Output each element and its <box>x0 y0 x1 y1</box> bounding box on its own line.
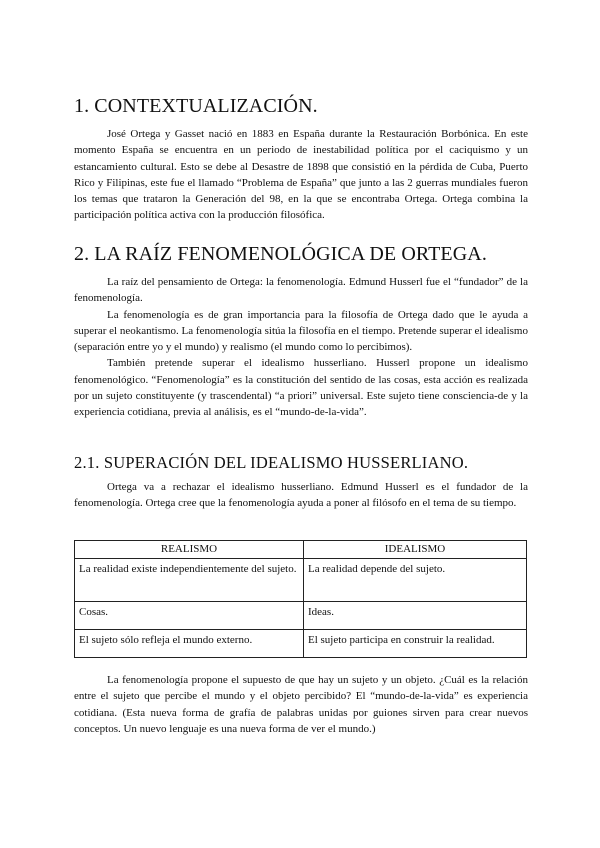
table-cell: El sujeto sólo refleja el mundo externo. <box>75 630 304 658</box>
paragraph-idealismo-husserliano: También pretende superar el idealismo husserliano. Husserl propone un idealismo fenomenológico. “Fenomenología” es la constitución del sentido de las cosas, esta acción es realizada por un sujeto constituyente (y trascendental) “a priori” universal. Este sujeto tiene consciencia-de y la experiencia cotidiana, previa al análisis, es el “mundo-de-la-vida”. <box>74 357 528 419</box>
table-cell: La realidad depende del sujeto. <box>304 559 527 602</box>
comparison-table <box>74 540 527 658</box>
paragraph-raiz: La raíz del pensamiento de Ortega: la fenomenología. Edmund Husserl fue el “fundador” de la fenomenología. <box>74 276 528 305</box>
paragraph-rechazo: Ortega va a rechazar el idealismo husserliano. Edmund Husserl es el fundador de la fenomenología. Ortega cree que la fenomenología ayuda a poner al filósofo en el tema de su tiempo. <box>74 481 528 510</box>
table-row <box>75 559 527 602</box>
subsection-heading-superacion: 2.1. SUPERACIÓN DEL IDEALISMO HUSSERLIANO. <box>74 453 469 472</box>
section-body-raiz <box>74 274 528 421</box>
table-header-realismo: REALISMO <box>75 541 304 559</box>
table-header-idealismo: IDEALISMO <box>304 541 527 559</box>
table-cell: Ideas. <box>304 602 527 630</box>
section-heading-raiz-fenomenologica: 2. LA RAÍZ FENOMENOLÓGICA DE ORTEGA. <box>74 243 487 265</box>
table-cell: Cosas. <box>75 602 304 630</box>
paragraph-importancia: La fenomenología es de gran importancia para la filosofía de Ortega dado que le ayuda a superar el neokantismo. La fenomenología sitúa la filosofía en el tiempo. Pretende superar el idealismo (separación entre yo y el mundo) y realismo (el mundo como lo percibimos). <box>74 308 528 354</box>
table-cell: El sujeto participa en construir la realidad. <box>304 630 527 658</box>
paragraph-supuesto: La fenomenología propone el supuesto de que hay un sujeto y un objeto. ¿Cuál es la relación entre el sujeto que percibe el mundo y el objeto percibido? El “mundo-de-la-vida” es experiencia cotidiana. (Esta nueva forma de grafía de palabras unidas por guiones sirven para crear nuevos conceptos. Un nuevo lenguaje es una nueva forma de ver el mundo.) <box>74 674 528 735</box>
paragraph-context: José Ortega y Gasset nació en 1883 en España durante la Restauración Borbónica. En este momento España se encuentra en un periodo de inestabilidad política por el caciquismo y un estancamiento cultural. Esto se debe al Desastre de 1898 que consistió en la pérdida de Cuba, Puerto Rico y Filipinas, este fue el llamado “Problema de España” que junto a las 2 guerras mundiales fueron los temas que trataron la Generación del 98, en la que se encontraba Ortega. Ortega combina la participación política activa con la producción filosófica. <box>74 128 528 222</box>
table-row <box>75 602 527 630</box>
table-cell: La realidad existe independientemente del sujeto. <box>75 559 304 602</box>
table-row <box>75 630 527 658</box>
table-header-row <box>75 541 527 559</box>
section-heading-contextualizacion: 1. CONTEXTUALIZACIÓN. <box>74 95 318 117</box>
